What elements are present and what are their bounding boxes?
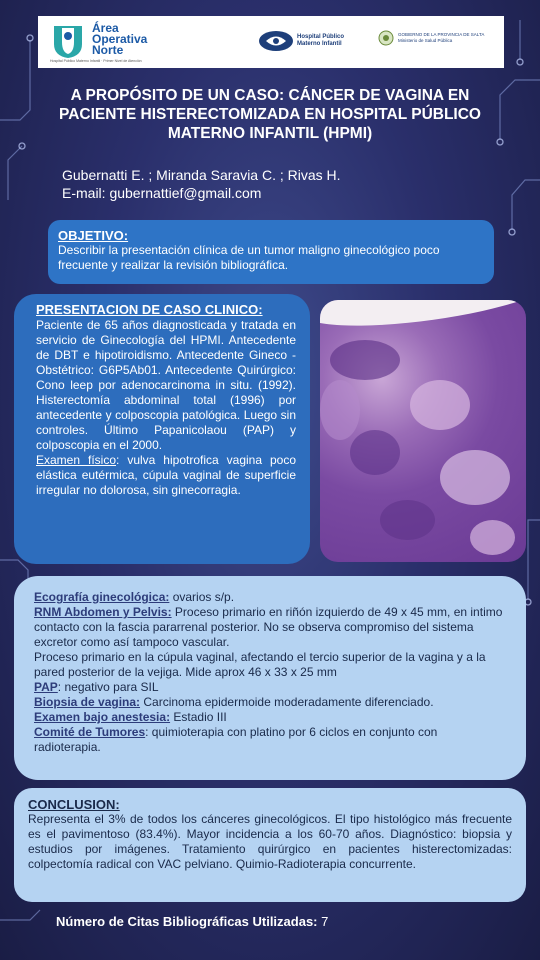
citas-footer: [56, 914, 328, 929]
conclusion-text: Representa el 3% de todos los cánceres ginecológicos. El tipo histológico más frecuente es el pavimentoso (83.4%). Mayor incidencia a los 60-70 años. Diagnóstico: biopsia y estudios por imágenes. Tratamiento quirúrgico en pacientes histerectomizadas: colpectomía radical con VAC pelviano. Quimio-Radioterapia concurrente.: [28, 812, 512, 871]
estudio-item: Ecografía ginecológica: ovarios s/p.: [34, 590, 235, 604]
objetivo-heading: OBJETIVO:: [58, 228, 129, 243]
poster-title: A PROPÓSITO DE UN CASO: CÁNCER DE VAGINA EN PACIENTE HISTERECTOMIZADA EN HOSPITAL PÚBLICO MATERNO INFANTIL (HPMI): [59, 87, 481, 142]
estudio-item: Comité de Tumores: quimioterapia con platino por 6 ciclos en conjunto con radioterapia.: [34, 725, 438, 754]
citas-value: 7: [317, 914, 329, 929]
org-name: Área Operativa Norte: [92, 21, 148, 57]
caso-text: Paciente de 65 años diagnosticada y tratada en servicio de Ginecología del HPMI. Antecedente de DBT e hipotiroidismo. Antecedente Gineco - Obstétrico: G6P5Ab01. Antecedente Quirúrgico: Cono leep por adenocarcinoma in situ. (1992). Histerectomía abdominal total (1996) por antecedente y colposcopia patológica. Luego sin controles. Último Papanicolaou (PAP) y colposcopia en el 2000.: [36, 318, 296, 452]
estudio-item: Proceso primario en la cúpula vaginal, afectando el tercio superior de la vagina y a la pared posterior de la vejiga. Mide aprox 46 x 33 x 25 mm: [34, 650, 486, 679]
histology-image: [320, 300, 526, 562]
org-subtitle: Hospital Público Materno Infantil · Primer Nivel de Atención: [50, 59, 142, 63]
authors-block: [62, 166, 341, 202]
citas-label: Número de Citas Bibliográficas Utilizadas:: [56, 914, 318, 929]
estudios-panel: [14, 576, 526, 780]
conclusion-heading: CONCLUSION:: [28, 797, 120, 812]
caso-clinico-panel: [14, 294, 310, 564]
examen-fisico-label: Examen físico: [36, 453, 117, 467]
estudio-item: Biopsia de vagina: Carcinoma epidermoide moderadamente diferenciado.: [34, 695, 434, 709]
objetivo-text: Describir la presentación clínica de un tumor maligno ginecológico poco frecuente y realizar la revisión bibliográfica.: [58, 243, 440, 272]
estudio-item: Examen bajo anestesia: Estadio III: [34, 710, 227, 724]
objetivo-panel: [48, 220, 494, 284]
authors: Gubernatti E. ; Miranda Saravia C. ; Rivas H.: [62, 167, 341, 183]
government-seal-icon: [378, 30, 394, 46]
conclusion-panel: [14, 788, 526, 902]
hospital-logo: Hospital Público Materno Infantil: [258, 30, 344, 52]
hospital-emblem-icon: [258, 30, 294, 52]
estudio-item: PAP: negativo para SIL: [34, 680, 159, 694]
estudio-item: RNM Abdomen y Pelvis: Proceso primario en riñón izquierdo de 49 x 45 mm, en intimo contacto con la fascia pararrenal posterior. No se observa compromiso del sistema excretor como así tampoco vascular.: [34, 605, 503, 649]
government-logo: GOBIERNO DE LA PROVINCIA DE SALTA Ministerio de Salud Pública: [378, 30, 484, 46]
contact-email: E-mail: gubernattief@gmail.com: [62, 185, 262, 201]
examen-fisico-text: : vulva hipotrofica vagina poco elástica eutérmica, cúpula vaginal de superficie irregular no dolorosa, sin ginecorragia.: [36, 453, 296, 497]
header-logo-bar: [38, 16, 504, 68]
caso-heading: PRESENTACION DE CASO CLINICO:: [36, 302, 263, 317]
examen-fisico: [36, 453, 296, 498]
area-operativa-logo-icon: [50, 22, 86, 60]
